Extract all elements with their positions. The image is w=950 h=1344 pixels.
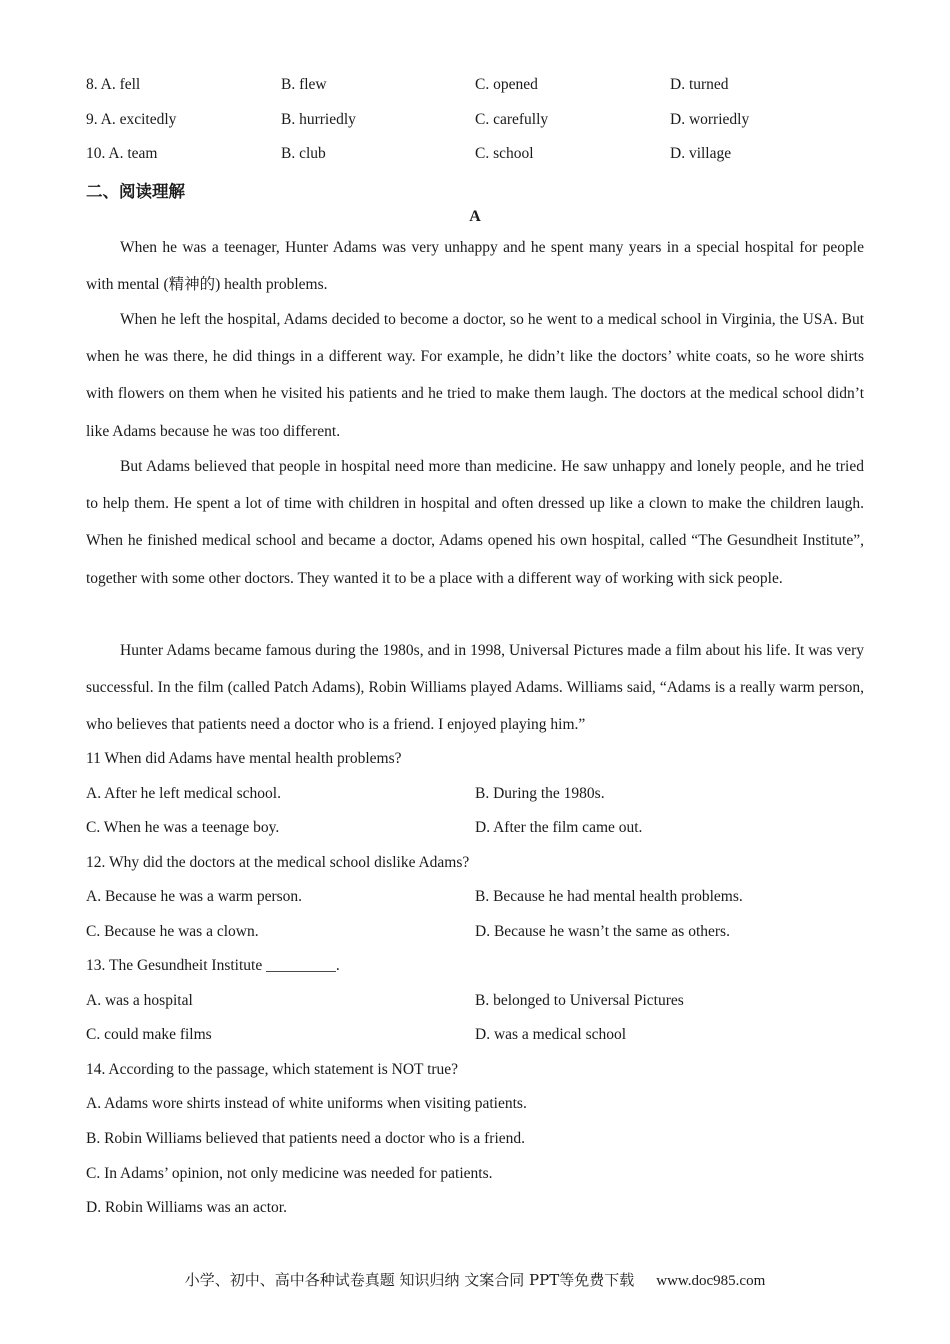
footer-text: 小学、初中、高中各种试卷真题 知识归纳 文案合同 PPT等免费下载 — [184, 1271, 635, 1289]
option: B. hurriedly — [281, 111, 356, 128]
option: D. worriedly — [670, 111, 750, 128]
option: B. Robin Williams believed that patients need a doctor who is a friend. — [86, 1130, 526, 1147]
passage-paragraph-2: When he left the hospital, Adams decided to become a doctor, so he went to a medical school in Virginia, the USA. But when he was there, he did things in a different way. For example, he didn’t like the doctors’ white coats, so he wore shirts with flowers on them when he visited his patients and he tried to make them laugh. The doctors at the medical school didn’t like Adams because he was too different. — [86, 311, 864, 440]
option: C. carefully — [475, 111, 549, 128]
option: B. Because he had mental health problems. — [475, 888, 743, 905]
question-12-options-cd — [86, 923, 864, 945]
option: A. Because he was a warm person. — [86, 888, 303, 905]
question-11-options-ab — [86, 785, 864, 807]
page-footer — [0, 1269, 950, 1290]
option: 10. A. team — [86, 145, 158, 162]
option: C. opened — [475, 76, 538, 93]
passage-title: A — [469, 208, 481, 225]
question-14-stem: 14. According to the passage, which statement is NOT true? — [86, 1061, 459, 1078]
option: C. Because he was a clown. — [86, 923, 259, 940]
question-13-options-ab — [86, 992, 864, 1014]
option: D. was a medical school — [475, 1026, 627, 1043]
option: A. Adams wore shirts instead of white uniforms when visiting patients. — [86, 1095, 527, 1112]
option: 9. A. excitedly — [86, 111, 177, 128]
question-12-stem: 12. Why did the doctors at the medical school dislike Adams? — [86, 854, 470, 871]
option: A. was a hospital — [86, 992, 193, 1009]
passage-paragraph-3: But Adams believed that people in hospital need more than medicine. He saw unhappy and lonely people, and he tried to help them. He spent a lot of time with children in hospital and often dressed up like a clown to make the children laugh. When he finished medical school and became a doctor, Adams opened his own hospital, called “The Gesundheit Institute”, together with some other doctors. They wanted it to be a place with a different way of working with sick people. — [86, 458, 864, 587]
option: B. club — [281, 145, 326, 162]
option: 8. A. fell — [86, 76, 141, 93]
section-heading: 二、阅读理解 — [86, 182, 185, 201]
option: B. flew — [281, 76, 327, 93]
option: C. could make films — [86, 1026, 212, 1043]
cloze-options-row-9 — [86, 111, 864, 133]
option: D. Because he wasn’t the same as others. — [475, 923, 730, 940]
option: B. During the 1980s. — [475, 785, 605, 802]
passage-paragraph-4: Hunter Adams became famous during the 1980s, and in 1998, Universal Pictures made a film about his life. It was very successful. In the film (called Patch Adams), Robin Williams played Adams. Williams said, “Adams is a really warm person, who believes that patients need a doctor who is a friend. I enjoyed playing him.” — [86, 642, 864, 734]
option: A. After he left medical school. — [86, 785, 281, 802]
question-13-stem: 13. The Gesundheit Institute _________. — [86, 957, 340, 974]
option: D. turned — [670, 76, 729, 93]
question-13-options-cd — [86, 1026, 864, 1048]
question-12-options-ab — [86, 888, 864, 910]
cloze-options-row-8 — [86, 76, 864, 98]
question-11-options-cd — [86, 819, 864, 841]
option: D. Robin Williams was an actor. — [86, 1199, 287, 1216]
option: D. After the film came out. — [475, 819, 643, 836]
option: C. In Adams’ opinion, not only medicine was needed for patients. — [86, 1165, 493, 1182]
question-11-stem: 11 When did Adams have mental health problems? — [86, 750, 402, 767]
cloze-options-row-10 — [86, 145, 864, 167]
footer-url[interactable]: www.doc985.com — [656, 1273, 766, 1289]
option: C. school — [475, 145, 534, 162]
option: D. village — [670, 145, 732, 162]
option: C. When he was a teenage boy. — [86, 819, 280, 836]
option: B. belonged to Universal Pictures — [475, 992, 684, 1009]
passage-paragraph-1: When he was a teenager, Hunter Adams was very unhappy and he spent many years in a special hospital for people with mental (精神的) health problems. — [86, 239, 864, 294]
